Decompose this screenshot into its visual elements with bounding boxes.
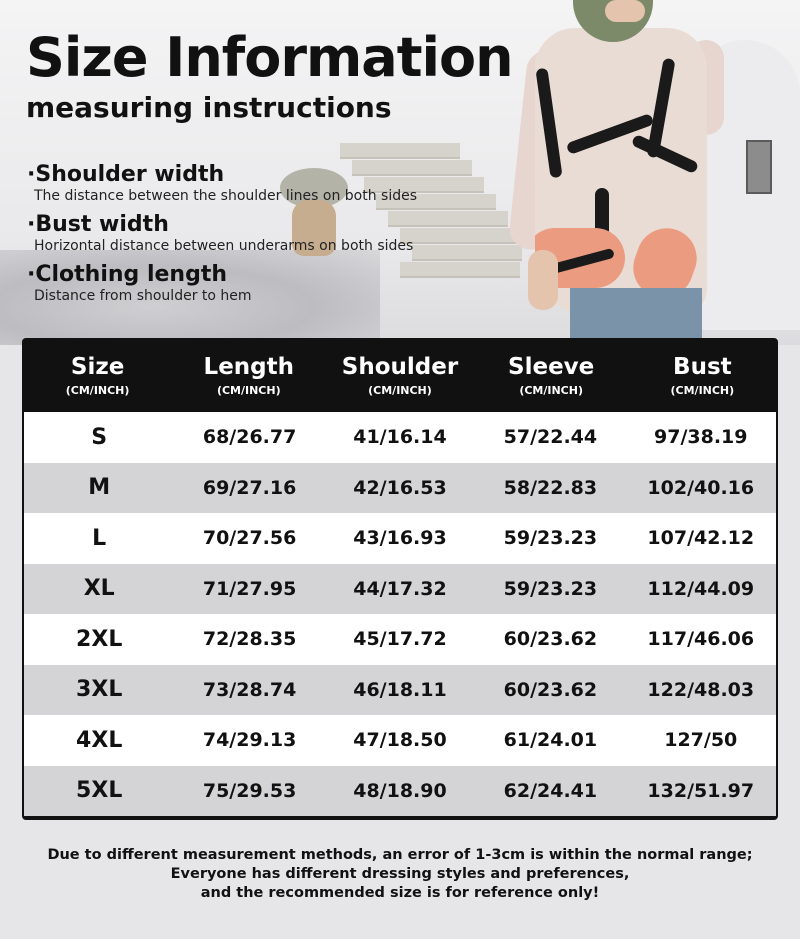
cell-shoulder: 46/18.11 [353, 678, 447, 701]
cell-size: M [88, 475, 111, 501]
instruction-bust [27, 212, 413, 254]
instruction-desc: Distance from shoulder to hem [34, 288, 252, 304]
model-blouse [535, 28, 707, 318]
cell-shoulder: 43/16.93 [353, 527, 447, 550]
stair-step [400, 228, 520, 244]
cell-shoulder: 45/17.72 [353, 628, 447, 651]
size-table-body [24, 412, 776, 816]
cell-sleeve: 59/23.23 [503, 527, 598, 550]
cell-bust: 112/44.09 [647, 577, 755, 600]
table-row [24, 564, 776, 615]
instruction-length [27, 262, 252, 304]
cell-length: 69/27.16 [202, 476, 297, 499]
cell-size: S [91, 424, 108, 450]
cell-sleeve: 58/22.83 [503, 476, 598, 499]
cell-length: 72/28.35 [202, 628, 297, 651]
column-label: Sleeve [508, 354, 595, 380]
table-row [24, 665, 776, 716]
table-row [24, 766, 776, 817]
page-subtitle: measuring instructions [26, 91, 392, 124]
table-row [24, 715, 776, 766]
disclaimer [0, 846, 800, 903]
cell-shoulder: 42/16.53 [353, 476, 447, 499]
column-label: Shoulder [341, 354, 459, 380]
cell-size: 3XL [76, 677, 123, 703]
cell-length: 73/28.74 [202, 678, 297, 701]
cell-size: 4XL [76, 727, 123, 753]
table-row [24, 513, 776, 564]
model-jeans [570, 288, 702, 345]
column-label: Size [70, 354, 125, 380]
column-unit: (CM/INCH) [670, 384, 735, 397]
stair-step [412, 245, 522, 261]
disclaimer-line: Everyone has different dressing styles and preferences, [170, 866, 630, 882]
column-unit: (CM/INCH) [216, 384, 281, 397]
disclaimer-line: Due to different measurement methods, an error of 1-3cm is within the normal range; [47, 847, 753, 863]
instruction-shoulder [27, 162, 417, 204]
cell-bust: 122/48.03 [647, 678, 755, 701]
stair-step [340, 143, 460, 159]
column-label: Bust [673, 354, 732, 380]
column-header-sleeve [476, 338, 627, 412]
cell-bust: 97/38.19 [654, 426, 748, 449]
instruction-heading: ·Shoulder width [27, 162, 225, 187]
cell-sleeve: 62/24.41 [503, 779, 598, 802]
instruction-desc: The distance between the shoulder lines on both sides [34, 188, 418, 204]
cell-length: 75/29.53 [202, 779, 297, 802]
instruction-desc: Horizontal distance between underarms on both sides [34, 238, 414, 254]
page-title: Size Information [26, 26, 513, 89]
cell-sleeve: 59/23.23 [503, 577, 598, 600]
cell-sleeve: 60/23.62 [503, 678, 598, 701]
cell-size: 5XL [76, 778, 123, 804]
cell-bust: 107/42.12 [647, 527, 755, 550]
column-label: Length [203, 354, 295, 380]
cell-shoulder: 41/16.14 [353, 426, 447, 449]
cell-sleeve: 61/24.01 [503, 729, 598, 752]
column-header-shoulder [324, 338, 475, 412]
column-header-size [22, 338, 173, 412]
cell-shoulder: 47/18.50 [353, 729, 447, 752]
column-header-length [173, 338, 324, 412]
table-row [24, 614, 776, 665]
model-hand [605, 0, 645, 22]
instruction-heading: ·Clothing length [27, 262, 227, 287]
cell-shoulder: 44/17.32 [353, 577, 447, 600]
column-unit: (CM/INCH) [368, 384, 432, 397]
cell-bust: 117/46.06 [647, 628, 755, 651]
cell-sleeve: 60/23.62 [503, 628, 598, 651]
cell-bust: 132/51.97 [647, 779, 755, 802]
cell-bust: 102/40.16 [647, 476, 755, 499]
column-unit: (CM/INCH) [519, 384, 583, 397]
cell-length: 70/27.56 [202, 527, 297, 550]
cell-size: L [92, 525, 107, 551]
size-table-header [22, 338, 778, 412]
table-row [24, 463, 776, 514]
disclaimer-line: and the recommended size is for reference only! [200, 885, 600, 901]
cell-size: XL [83, 576, 115, 602]
column-header-bust [627, 338, 778, 412]
size-table [22, 338, 778, 820]
cell-sleeve: 57/22.44 [503, 426, 598, 449]
model-hand [528, 250, 558, 310]
column-unit: (CM/INCH) [65, 384, 130, 397]
cell-size: 2XL [76, 626, 123, 652]
cell-shoulder: 48/18.90 [353, 779, 447, 802]
cell-length: 74/29.13 [202, 729, 297, 752]
lantern-decor [746, 140, 772, 194]
cell-length: 71/27.95 [202, 577, 297, 600]
table-row [24, 412, 776, 463]
cell-length: 68/26.77 [202, 426, 297, 449]
instruction-heading: ·Bust width [27, 212, 169, 237]
stair-step [400, 262, 520, 278]
cell-bust: 127/50 [664, 729, 738, 752]
